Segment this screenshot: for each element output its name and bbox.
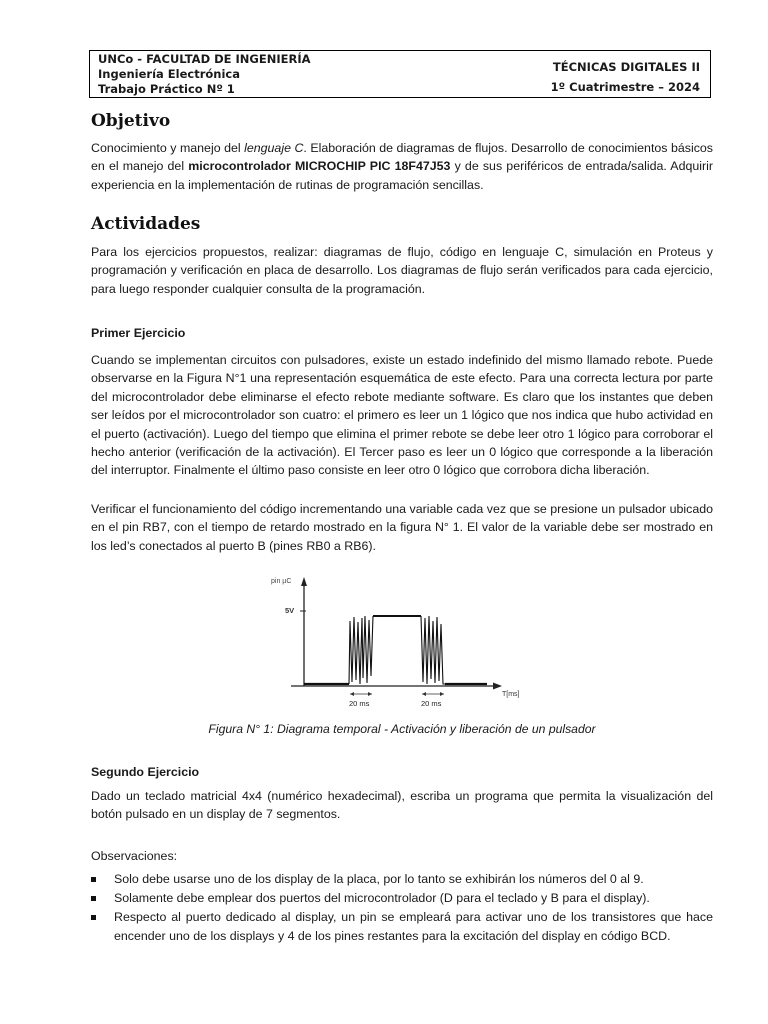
objetivo-text: y de sus periféricos de entrada/salida. Adquirir experiencia en la implementación de rutinas de programación sencillas. xyxy=(91,159,714,192)
bounce-release xyxy=(421,616,445,684)
primer-ejercicio-paragraph-2: Verificar el funcionamiento del código incrementando una variable cada vez que se presione un pulsador ubicado en el pin RB7, con el tiempo de retardo mostrado en la figura N° 1. El valor de la variable debe ser mostrado en los led’s conectados al puerto B (pines RB0 a RB6). xyxy=(91,502,713,553)
interval2-arrow-left xyxy=(422,692,426,696)
bounce-press xyxy=(349,616,373,684)
timing-diagram xyxy=(269,572,529,714)
segundo-ejercicio-heading: Segundo Ejercicio xyxy=(91,765,200,779)
list-item-text: Solamente debe emplear dos puertos del microcontrolador (D para el teclado y B para el display). xyxy=(114,891,650,905)
document-header xyxy=(89,50,711,98)
header-course xyxy=(551,57,700,97)
header-faculty: UNCo - FACULTAD DE INGENIERÍA xyxy=(98,52,311,66)
objetivo-paragraph xyxy=(91,139,713,194)
segundo-ejercicio-paragraph: Dado un teclado matricial 4x4 (numérico hexadecimal), escriba un programa que permita la visualización del botón pulsado en un display de 7 segmentos. xyxy=(91,789,713,822)
objetivo-text: Conocimiento y manejo del xyxy=(91,141,245,155)
header-assignment: Trabajo Práctico Nº 1 xyxy=(98,82,235,96)
header-career: Ingeniería Electrónica xyxy=(98,67,240,81)
y-axis-label: pin µC xyxy=(271,578,292,585)
x-axis-label: T[ms] xyxy=(502,691,520,698)
bullet-icon xyxy=(91,896,96,901)
header-term: 1º Cuatrimestre – 2024 xyxy=(550,80,700,94)
observaciones-list xyxy=(91,870,713,946)
actividades-heading: Actividades xyxy=(91,214,201,234)
objetivo-heading: Objetivo xyxy=(91,111,171,131)
objetivo-text: . Elaboración de diagramas de flujos. Desarrollo de conocimientos básicos en el manejo del xyxy=(91,141,713,174)
header-institution xyxy=(98,52,311,97)
list-item xyxy=(91,908,713,946)
figure-caption: Figura N° 1: Diagrama temporal - Activación y liberación de un pulsador xyxy=(208,722,596,736)
objetivo-language: lenguaje C xyxy=(244,141,304,155)
header-course-name: TÉCNICAS DIGITALES II xyxy=(552,60,700,74)
list-item xyxy=(91,870,713,889)
interval1-label: 20 ms xyxy=(349,699,370,708)
interval2-arrow-right xyxy=(440,692,444,696)
x-axis-arrow xyxy=(493,683,502,690)
list-item-text: Respecto al puerto dedicado al display, un pin se empleará para activar uno de los transistores que hace encender uno de los displays y 4 de los pines restantes para la excitación del display en código BCD. xyxy=(114,910,713,943)
primer-ejercicio-heading: Primer Ejercicio xyxy=(91,326,186,340)
bullet-icon xyxy=(91,877,96,882)
primer-ejercicio-paragraph-1: Cuando se implementan circuitos con pulsadores, existe un estado indefinido del mismo llamado rebote. Puede observarse en la Figura N°1 una representación esquemática de este efecto. Para una correcta lectura por parte del microcontrolador debe eliminarse el efecto rebote mediante software. Es claro que los instantes que deben ser leídos por el microcontrolador son cuatro: el primero es leer un 1 lógico que nos indica que hubo actividad en el puerto (activación). Luego del tiempo que elimina el primer rebote se debe leer otro 1 lógico para corroborar el hecho anterior (verificación de la activación). El Tercer paso es leer un 0 lógico que corresponde a la liberación del interruptor. Finalmente el último paso consiste en leer otro 0 lógico que corrobora dicha liberación. xyxy=(91,353,713,478)
interval1-arrow-right xyxy=(368,692,372,696)
y-axis-arrow xyxy=(301,577,307,586)
observaciones-heading: Observaciones: xyxy=(91,849,178,863)
list-item-text: Solo debe usarse uno de los display de la placa, por lo tanto se exhibirán los números del 0 al 9. xyxy=(114,872,644,886)
bullet-icon xyxy=(91,915,96,920)
level-5v-label: 5V xyxy=(285,606,295,615)
interval2-label: 20 ms xyxy=(421,699,442,708)
list-item xyxy=(91,889,713,908)
actividades-paragraph: Para los ejercicios propuestos, realizar: diagramas de flujo, código en lenguaje C, simulación en Proteus y programación y verificación en placa de desarrollo. Los diagramas de flujo serán verificados para cada ejercicio, para luego responder cualquier consulta de la programación. xyxy=(91,245,713,296)
interval1-arrow-left xyxy=(350,692,354,696)
objetivo-microcontroller: microcontrolador MICROCHIP PIC 18F47J53 xyxy=(188,159,451,174)
